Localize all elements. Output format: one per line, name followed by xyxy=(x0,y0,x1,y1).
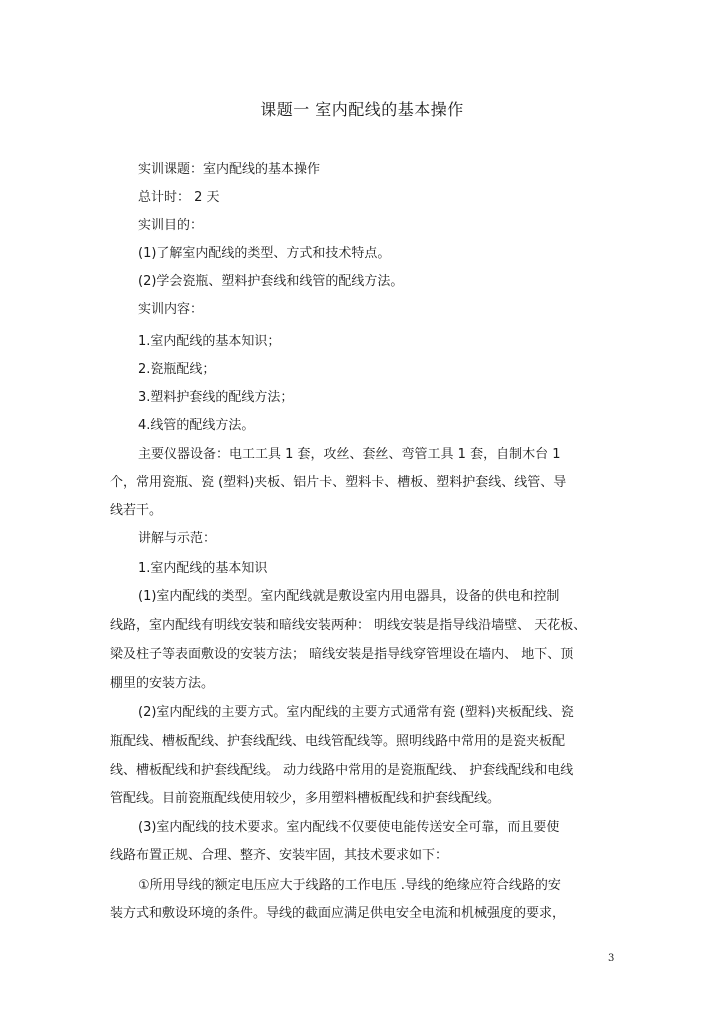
text-line: 4.线管的配线方法。 xyxy=(138,418,255,433)
text-line: (2)学会瓷瓶、塑料护套线和线管的配线方法。 xyxy=(138,274,404,289)
text-line: 1.室内配线的基本知识； xyxy=(138,334,281,349)
text-line: 装方式和敷设环境的条件。导线的截面应满足供电安全电流和机械强度的要求， xyxy=(110,906,566,921)
text-line: 3.塑料护套线的配线方法； xyxy=(138,390,294,405)
text-line: 线路，室内配线有明线安装和暗线安装两种： 明线安装是指导线沿墙壁、 天花板、 xyxy=(110,618,587,633)
text-line: 主要仪器设备：电工工具 1 套，攻丝、套丝、弯管工具 1 套，自制木台 1 xyxy=(138,447,561,462)
text-line: 个，常用瓷瓶、瓷 (塑料)夹板、铝片卡、塑料卡、槽板、塑料护套线、线管、导 xyxy=(110,475,567,490)
text-line: (1)了解室内配线的类型、方式和技术特点。 xyxy=(138,246,391,261)
text-line: 讲解与示范： xyxy=(138,531,217,546)
text-line: 总计时： 2 天 xyxy=(138,190,220,205)
text-line: 2.瓷瓶配线； xyxy=(138,362,216,377)
text-line: 实训目的： xyxy=(138,218,204,233)
text-line: 实训内容： xyxy=(138,302,204,317)
text-line: 线若干。 xyxy=(110,503,163,518)
text-line: 线、槽板配线和护套线配线。 动力线路中常用的是瓷瓶配线、 护套线配线和电线 xyxy=(110,763,574,778)
text-line: ①所用导线的额定电压应大于线路的工作电压 .导线的绝缘应符合线路的安 xyxy=(138,878,561,893)
text-line: (1)室内配线的类型。室内配线就是敷设室内用电器具，设备的供电和控制 xyxy=(138,589,560,604)
text-line: 梁及柱子等表面敷设的安装方法； 暗线安装是指导线穿管埋设在墙内、 地下、顶 xyxy=(110,647,574,662)
text-line: 棚里的安装方法。 xyxy=(110,676,215,691)
text-line: (2)室内配线的主要方式。室内配线的主要方式通常有瓷 (塑料)夹板配线、瓷 xyxy=(138,705,574,720)
text-line: 1.室内配线的基本知识 xyxy=(138,561,268,576)
text-line: 线路布置正规、合理、整齐、安装牢固，其技术要求如下： xyxy=(110,848,449,863)
text-line: 管配线。目前瓷瓶配线使用较少，多用塑料槽板配线和护套线配线。 xyxy=(110,791,501,806)
page-number: 3 xyxy=(608,953,615,964)
text-line: 瓶配线、槽板配线、护套线配线、电线管配线等。照明线路中常用的是瓷夹板配 xyxy=(110,734,566,749)
page-title: 课题一 室内配线的基本操作 xyxy=(260,100,464,119)
text-line: (3)室内配线的技术要求。室内配线不仅要使电能传送安全可靠，而且要使 xyxy=(138,820,560,835)
text-line: 实训课题：室内配线的基本操作 xyxy=(138,162,321,177)
